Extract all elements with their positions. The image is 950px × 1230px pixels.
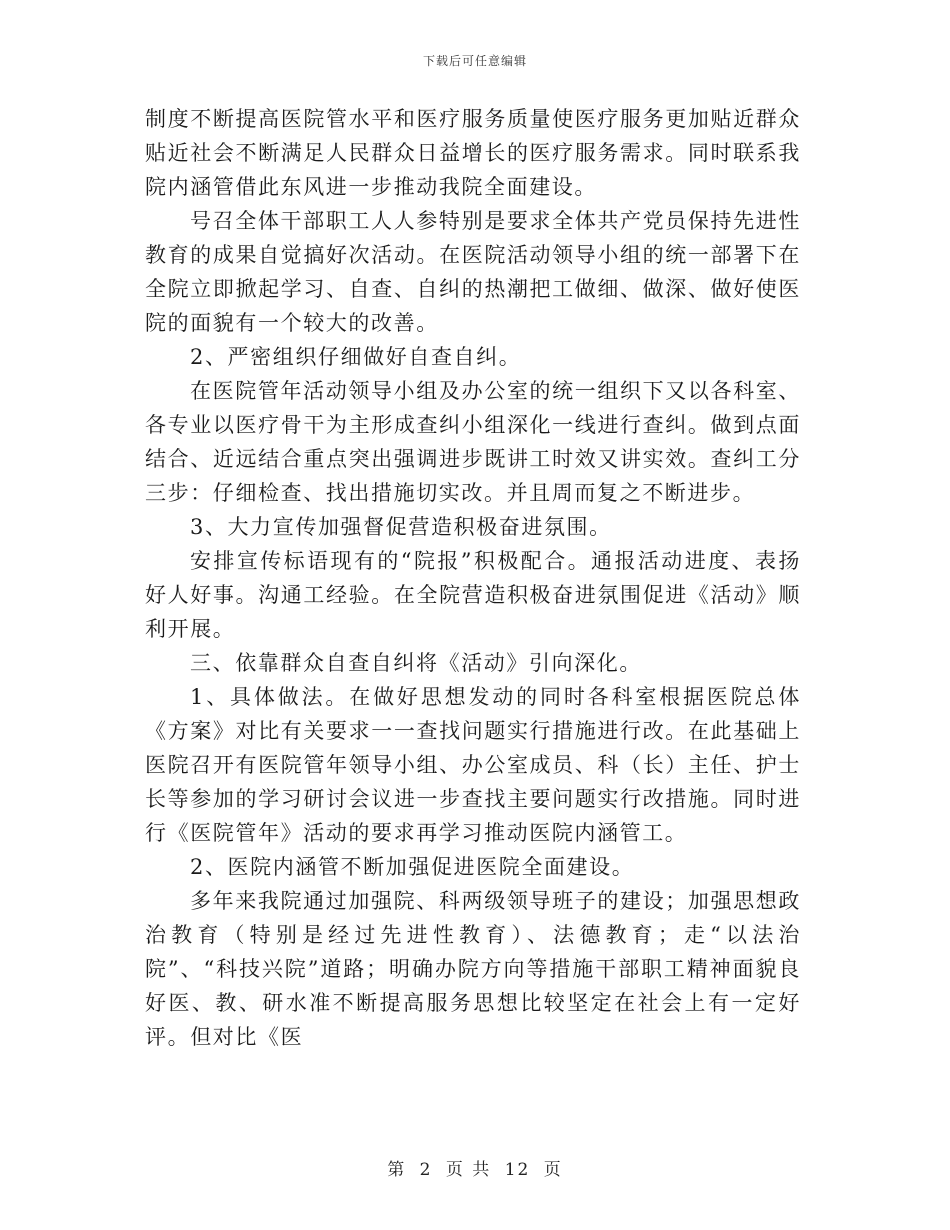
footer-label-before: 第: [387, 1160, 407, 1180]
paragraph-2: 号召全体干部职工人人参特别是要求全体共产党员保持先进性教育的成果自觉搞好次活动。在医院活动领导小组的统一部署下在全院立即掀起学习、自查、自纠的热潮把工做细、做深、做好使医院的面貌有一个较大的改善。: [145, 209, 801, 335]
page-header: 下载后可任意编辑: [422, 54, 527, 68]
document-body: [145, 102, 801, 1054]
section-heading-3: 3、大力宣传加强督促营造积极奋进氛围。: [190, 515, 612, 539]
paragraph-6: 多年来我院通过加强院、科两级领导班子的建设；加强思想政治教育（特别是经过先进性教育）、法德教育；走“以法治院”、“科技兴院”道路；明确办院方向等措施干部职工精神面貌良好医、教、研水准不断提高服务思想比较坚定在社会上有一定好评。但对比《医: [145, 889, 801, 1049]
paragraph-1: 制度不断提高医院管水平和医疗服务质量使医疗服务更加贴近群众贴近社会不断满足人民群众日益增长的医疗服务需求。同时联系我院内涵管借此东风进一步推动我院全面建设。: [145, 107, 801, 199]
footer-label-middle: 页 共: [445, 1160, 492, 1180]
footer-total-pages: 12: [504, 1160, 531, 1180]
footer-label-after: 页: [543, 1160, 563, 1180]
section-heading-2: 2、严密组织仔细做好自查自纠。: [190, 345, 522, 369]
paragraph-3: 在医院管年活动领导小组及办公室的统一组织下又以各科室、各专业以医疗骨干为主形成查纠小组深化一线进行查纠。做到点面结合、近远结合重点突出强调进步既讲工时效又讲实效。查纠工分三步：仔细检查、找出措施切实改。并且周而复之不断进步。: [145, 379, 801, 505]
paragraph-5: 1、具体做法。在做好思想发动的同时各科室根据医院总体《方案》对比有关要求一一查找问题实行措施进行改。在此基础上医院召开有医院管年领导小组、办公室成员、科（长）主任、护士长等参加的学习研讨会议进一步查找主要问题实行改措施。同时进行《医院管年》活动的要求再学习推动医院内涵管工。: [145, 685, 801, 845]
page-footer: [0, 1155, 950, 1180]
section-heading-2b: 2、医院内涵管不断加强促进医院全面建设。: [190, 855, 635, 879]
footer-current-page: 2: [419, 1160, 433, 1180]
chapter-heading-3: 三、依靠群众自查自纠将《活动》引向深化。: [190, 651, 642, 675]
paragraph-4: 安排宣传标语现有的“院报”积极配合。通报活动进度、表扬好人好事。沟通工经验。在全院营造积极奋进氛围促进《活动》顺利开展。: [145, 549, 801, 641]
